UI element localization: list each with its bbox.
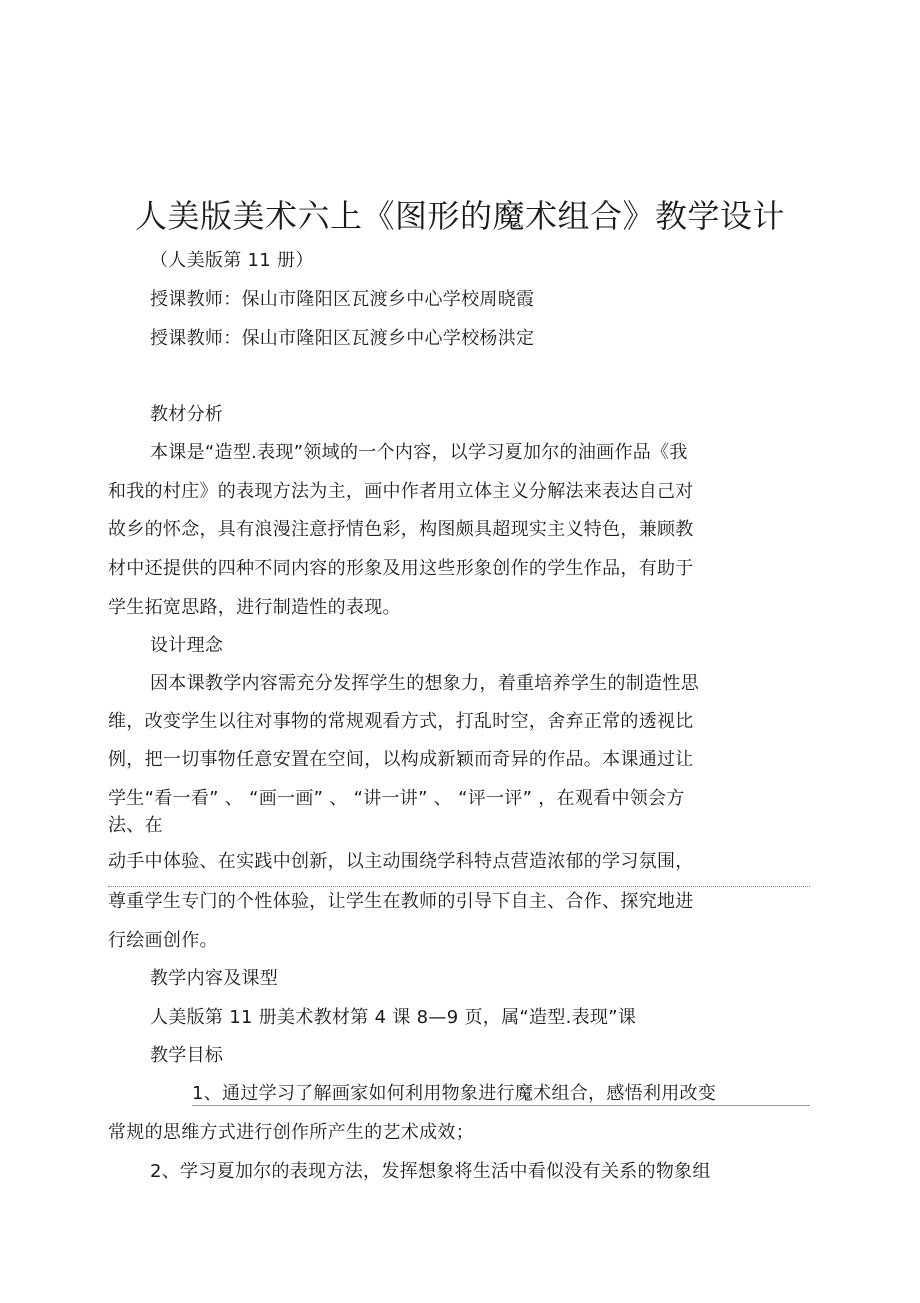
paragraph-line: 法、在 — [108, 815, 163, 836]
goal-line: 1、通过学习了解画家如何利用物象进行魔术组合，感悟利用改变 — [192, 1083, 717, 1104]
paragraph-line: 学生拓宽思路，进行制造性的表现。 — [108, 597, 401, 618]
goal-line: 2、学习夏加尔的表现方法，发挥想象将生活中看似没有关系的物象组 — [150, 1161, 711, 1182]
paragraph-line: 人美版第 11 册美术教材第 4 课 8—9 页，属“造型.表现”课 — [150, 1007, 637, 1028]
paragraph-line: 故乡的怀念，具有浪漫注意抒情色彩，构图颇具超现实主义特色，兼顾教 — [108, 519, 694, 540]
paragraph-line: 学生“看一看” 、 “画一画” 、 “讲一讲” 、 “评一评” ，在观看中领会方 — [108, 788, 685, 809]
paragraph-line: 例，把一切事物任意安置在空间，以构成新颖而奇异的作品。本课通过让 — [108, 749, 694, 770]
paragraph-line: 本课是“造型.表现”领域的一个内容，以学习夏加尔的油画作品《我 — [150, 442, 688, 463]
paragraph-line: 维，改变学生以往对事物的常规观看方式，打乱时空，舍弃正常的透视比 — [108, 711, 694, 732]
document-title: 人美版美术六上《图形的魔术组合》教学设计 — [134, 197, 785, 235]
edition-subtitle: （人美版第 11 册） — [150, 250, 314, 271]
paragraph-line: 动手中体验、在实践中创新，以主动围绕学科特点营造浓郁的学习氛围， — [108, 851, 694, 872]
section-heading-materials: 教材分析 — [150, 404, 224, 425]
teacher-line: 授课教师：保山市隆阳区瓦渡乡中心学校周晓霞 — [150, 289, 535, 310]
paragraph-line: 和我的村庄》的表现方法为主，画中作者用立体主义分解法来表达自己对 — [108, 481, 694, 502]
goal-line: 常规的思维方式进行创作所产生的艺术成效； — [108, 1122, 474, 1143]
section-heading-concept: 设计理念 — [150, 635, 224, 656]
paragraph-line: 材中还提供的四种不同内容的形象及用这些形象创作的学生作品，有助于 — [108, 558, 694, 579]
section-heading-goals: 教学目标 — [150, 1045, 224, 1066]
teacher-line: 授课教师：保山市隆阳区瓦渡乡中心学校杨洪定 — [150, 328, 535, 349]
divider-rule — [192, 1105, 810, 1106]
section-heading-content: 教学内容及课型 — [150, 968, 279, 989]
paragraph-line: 因本课教学内容需充分发挥学生的想象力，着重培养学生的制造性思 — [150, 673, 699, 694]
divider-rule — [108, 886, 810, 887]
paragraph-line: 行绘画创作。 — [108, 930, 218, 951]
paragraph-line: 尊重学生专门的个性体验，让学生在教师的引导下自主、合作、探究地进 — [108, 891, 694, 912]
